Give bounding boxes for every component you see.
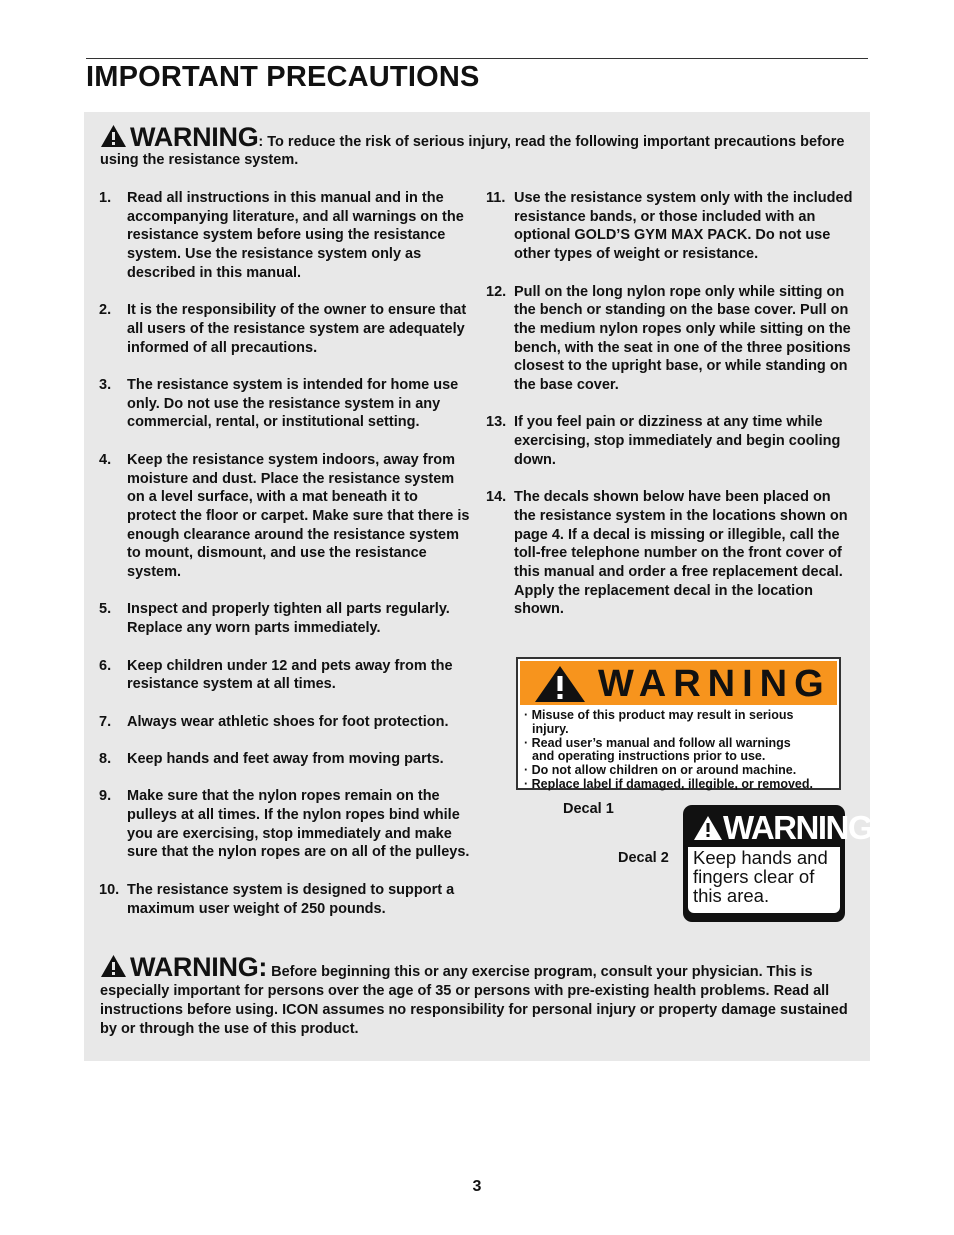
decal-1-heading: WARNING [598, 663, 831, 705]
intro-warning-word: WARNING [130, 122, 259, 152]
decal-2-body [688, 847, 840, 913]
decal-1-line: · Misuse of this product may result in serious [524, 708, 794, 722]
decal-2-line: this area. [693, 885, 770, 906]
precaution-item: 12. Pull on the long nylon rope only while sitting on the bench or standing on the base cover. Pull on the medium nylon ropes only while sitting on the bench, with the seat in one of the three positions closest to the upright base, or while standing on the base cover. [486, 283, 851, 394]
bottom-warning-text: Before beginning this or any exercise program, consult your physician. This is especially important for persons over the age of 35 or persons with pre-existing health problems. Read all instructions before using. ICON assumes no responsibility for personal injury or property damage sustained by or through the use of this product. [100, 964, 848, 1037]
bottom-warning [100, 954, 860, 1039]
intro-warning-text: : To reduce the risk of serious injury, read the following important precautions before using the resistance system. [100, 134, 845, 168]
precaution-item: 1. Read all instructions in this manual and in the accompanying literature, and all warnings on the resistance system before using the resistance system. Use the resistance system only as described in this manual. [99, 190, 464, 281]
precaution-item: 6. Keep children under 12 and pets away from the resistance system at all times. [99, 657, 453, 693]
decal-2-line: fingers clear of [693, 866, 815, 887]
exclamation-triangle-icon [534, 665, 586, 703]
decal-1-line: and operating instructions prior to use. [532, 749, 766, 764]
precaution-item: 8. Keep hands and feet away from moving parts. [99, 750, 444, 767]
warning-triangle-icon [693, 815, 723, 841]
precautions-right-column [486, 189, 856, 638]
precautions-left-column [99, 189, 471, 937]
decal-2 [683, 805, 872, 922]
warning-triangle-icon [100, 954, 127, 978]
decal-2-heading: WARNING [723, 809, 872, 846]
precaution-item: 13. If you feel pain or dizziness at any time while exercising, stop immediately and begin cooling down. [486, 414, 841, 468]
precaution-item: 10. The resistance system is designed to support a maximum user weight of 250 pounds. [99, 881, 455, 917]
decal-2-label: Decal 2 [618, 850, 669, 866]
precaution-item: 7. Always wear athletic shoes for foot protection. [99, 713, 449, 730]
decal-1-line: · Do not allow children on or around machine. [524, 763, 797, 778]
page-number: 3 [472, 1178, 482, 1195]
bottom-warning-word: WARNING: [130, 952, 268, 982]
warning-triangle-icon [100, 124, 127, 148]
decal-1-label: Decal 1 [563, 801, 614, 817]
decal-2-header [691, 809, 872, 847]
page-title: IMPORTANT PRECAUTIONS [86, 61, 480, 93]
precaution-item: 5. Inspect and properly tighten all parts regularly. Replace any worn parts immediately. [99, 601, 450, 637]
precautions-panel [84, 112, 870, 1061]
decal-1-line: injury. [532, 721, 569, 736]
top-rule [86, 58, 868, 59]
decal-2-line: Keep hands and [693, 847, 828, 868]
precaution-item: 4. Keep the resistance system indoors, away from moisture and dust. Place the resistance system on a level surface, with a mat beneath it to protect the floor or carpet. Make sure that there is enough clearance around the resistance system to mount, dismount, and use the resistance system. [99, 451, 470, 581]
decal-1-list [524, 709, 836, 792]
decal-1-line: · Replace label if damaged, illegible, or removed. [524, 776, 813, 791]
decal-1 [516, 657, 841, 790]
decal-1-line: · Read user’s manual and follow all warnings [524, 735, 791, 750]
decal-1-header-band [520, 661, 837, 705]
precaution-item: 11. Use the resistance system only with the included resistance bands, or those included with an optional GOLD’S GYM MAX PACK. Do not use other types of weight or resistance. [486, 190, 853, 263]
precaution-item: 3. The resistance system is intended for home use only. Do not use the resistance system in any commercial, rental, or institutional setting. [99, 377, 459, 431]
precaution-item: 14. The decals shown below have been placed on the resistance system in the locations shown on page 4. If a decal is missing or illegible, call the toll-free telephone number on the front cover of this manual and order a free replacement decal. Apply the replacement decal in the location shown. [486, 489, 848, 618]
intro-warning [100, 124, 856, 169]
precaution-item: 9. Make sure that the nylon ropes remain on the pulleys at all times. If the nylon ropes bind while you are exercising, stop immediately and make sure that the nylon ropes are on all of the pulleys. [99, 788, 470, 861]
precaution-item: 2. It is the responsibility of the owner to ensure that all users of the resistance system are adequately informed of all precautions. [99, 302, 467, 356]
